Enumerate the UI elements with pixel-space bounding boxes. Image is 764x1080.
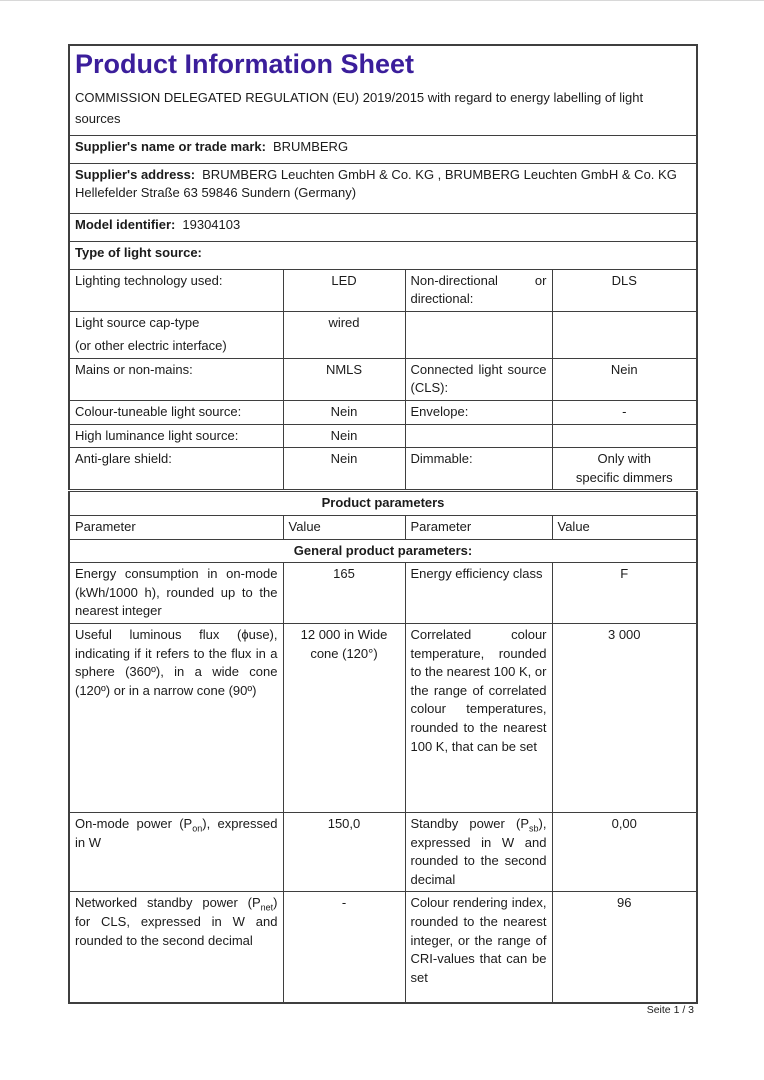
page-title: Product Information Sheet (75, 49, 415, 79)
high-luminance-label: High luminance light source: (69, 424, 283, 448)
supplier-address-label: Supplier's address: (75, 166, 196, 182)
subscript-net: net (260, 902, 274, 913)
on-mode-power-label: On-mode power $(P_{on})$, expressed in W (69, 813, 283, 892)
cap-type-label-line1: Light source cap-type (75, 314, 200, 330)
column-header-value-2: Value (552, 516, 697, 540)
column-header-parameter-2: Parameter (405, 516, 552, 540)
supplier-name-row (69, 135, 697, 163)
anti-glare-label: Anti-glare shield: (69, 448, 283, 491)
product-info-table (68, 44, 698, 1004)
anti-glare-value: Nein (283, 448, 405, 491)
colour-temperature-value: 3 000 (552, 624, 697, 813)
colour-temperature-label: Correlated colour temperature, rounded to the nearest 100 K, or the range of correlated colour temperatures, rounded to the nearest 100 K, that can be set (405, 624, 552, 813)
dimmable-label: Dimmable: (405, 448, 552, 491)
cap-type-label-line2: (or other electric interface) (75, 338, 227, 354)
networked-standby-power-label: Networked standby power $(P_{net})$ for CLS, expressed in W and rounded to the second decimal (69, 892, 283, 1003)
empty-cell (405, 311, 552, 358)
standby-power-label: Standby power $(P_{sb})$, expressed in W and rounded to the second decimal (405, 813, 552, 892)
subscript-on: on (192, 823, 203, 834)
envelope-value: - (552, 401, 697, 425)
empty-cell (552, 311, 697, 358)
energy-efficiency-class-value: F (552, 563, 697, 624)
model-identifier-label: Model identifier: (75, 216, 176, 232)
cls-value: Nein (552, 358, 697, 400)
empty-cell (552, 424, 697, 448)
luminous-flux-value (283, 624, 405, 813)
regulation-text: COMMISSION DELEGATED REGULATION (EU) 2019/2015 with regard to energy labelling of light sources (75, 90, 644, 126)
model-identifier-row (69, 213, 697, 241)
product-information-sheet (68, 44, 696, 1004)
empty-cell (405, 424, 552, 448)
directionality-value: DLS (552, 269, 697, 311)
column-header-value-1: Value (283, 516, 405, 540)
supplier-address-row (69, 163, 697, 213)
column-header-parameter-1: Parameter (69, 516, 283, 540)
colour-rendering-index-label: Colour rendering index, rounded to the nearest integer, or the range of CRI-values that can be set (405, 892, 552, 1003)
supplier-name-label: Supplier's name or trade mark: (75, 138, 266, 154)
directionality-label: Non-directional or directional: (405, 269, 552, 311)
product-parameters-heading: Product parameters (69, 491, 697, 516)
luminous-flux-value-line1: 12 000 in Wide (300, 627, 388, 642)
envelope-label: Envelope: (405, 401, 552, 425)
mains-label: Mains or non-mains: (69, 358, 283, 400)
dimmable-value (552, 448, 697, 491)
supplier-name-value: BRUMBERG (272, 138, 349, 154)
page-number: Seite 1 / 3 (646, 1004, 694, 1016)
supplier-address-value: BRUMBERG Leuchten GmbH & Co. KG , BRUMBERG Leuchten GmbH & Co. KG Hellefelder Straße 63 59846 Sundern (Germany) (75, 166, 677, 201)
luminous-flux-value-line2: cone (120°) (310, 645, 378, 661)
energy-consumption-value: 165 (283, 563, 405, 624)
energy-efficiency-class-label: Energy efficiency class (405, 563, 552, 624)
on-mode-power-value: 150,0 (283, 813, 405, 892)
colour-rendering-index-value: 96 (552, 892, 697, 1003)
colour-tuneable-label: Colour-tuneable light source: (69, 401, 283, 425)
general-product-parameters-heading: General product parameters: (69, 539, 697, 563)
dimmable-value-line2: specific dimmers (575, 469, 673, 485)
model-identifier-value: 19304103 (182, 216, 241, 232)
standby-power-value: 0,00 (552, 813, 697, 892)
mains-value: NMLS (283, 358, 405, 400)
colour-tuneable-value: Nein (283, 401, 405, 425)
type-of-light-source-heading: Type of light source: (69, 241, 697, 269)
energy-consumption-label: Energy consumption in on-mode (kWh/1000 h), rounded up to the nearest integer (69, 563, 283, 624)
subscript-sb: sb (529, 823, 539, 834)
dimmable-value-line1: Only with (597, 451, 651, 467)
high-luminance-value: Nein (283, 424, 405, 448)
header-block (69, 45, 697, 135)
lighting-technology-label: Lighting technology used: (69, 269, 283, 311)
cap-type-label (69, 311, 283, 358)
cap-type-value: wired (283, 311, 405, 358)
luminous-flux-label: Useful luminous flux (ϕuse), indicating if it refers to the flux in a sphere (360º), in a wide cone (120º) or in a narrow cone (90º) (69, 624, 283, 813)
cls-label: Connected light source (CLS): (405, 358, 552, 400)
lighting-technology-value: LED (283, 269, 405, 311)
networked-standby-power-value: - (283, 892, 405, 1003)
